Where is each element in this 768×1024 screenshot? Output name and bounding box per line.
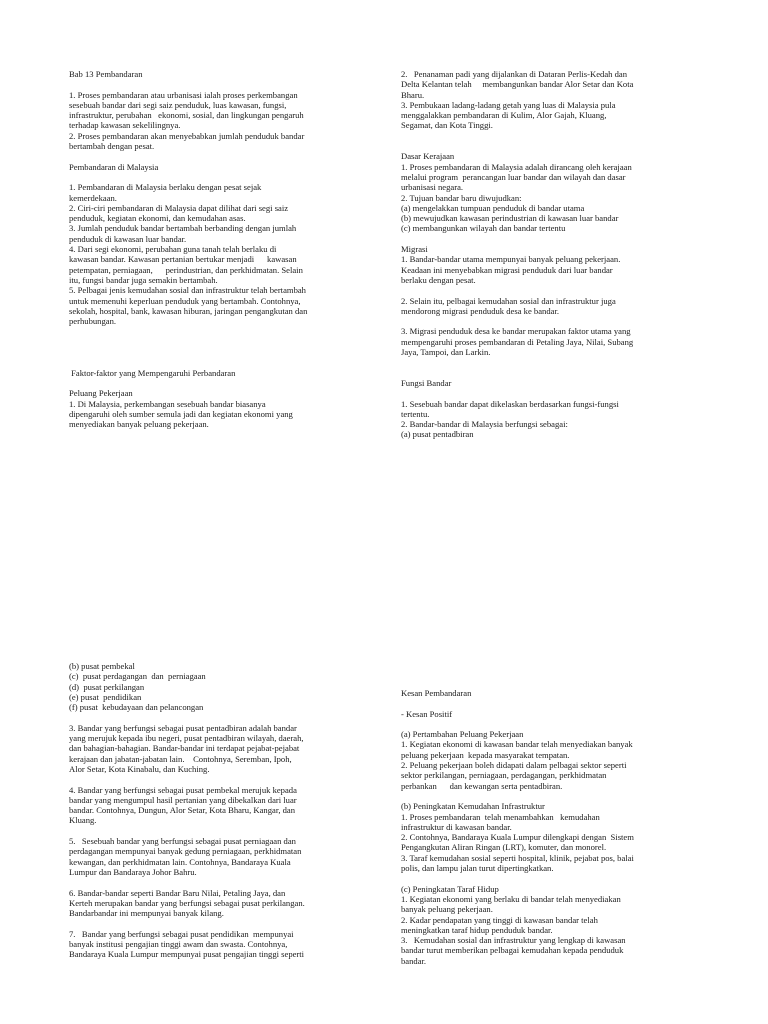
list-item: (d) pusat perkilangan bbox=[69, 681, 145, 692]
text-line: Jaya, Tampoi, dan Larkin. bbox=[401, 347, 491, 358]
text-line: 2. Selain itu, pelbagai kemudahan sosial dan infrastruktur juga bbox=[401, 295, 616, 306]
chapter-title: Bab 13 Pembandaran bbox=[69, 69, 143, 79]
text-line: 1. Pembandaran di Malaysia berlaku dengan pesat sejak bbox=[69, 182, 262, 193]
text-line: sektor perkilangan, perniagaan, perdagangan, perkhidmatan bbox=[401, 770, 607, 781]
text-line: kawasan bandar. Kawasan pertanian bertukar menjadi kawasan bbox=[69, 254, 297, 265]
text-line: menyediakan banyak peluang pekerjaan. bbox=[69, 419, 209, 430]
subsection-heading: (b) Peningkatan Kemudahan Infrastruktur bbox=[401, 801, 545, 812]
text-line: 3. Jumlah penduduk bandar bertambah berbanding dengan jumlah bbox=[69, 223, 297, 234]
text-line: sekolah, hospital, bank, kawasan hiburan, jaringan pengangkutan dan bbox=[69, 305, 308, 316]
text-line: bandar yang mengumpul hasil pertanian yang dibekalkan dari luar bbox=[69, 794, 297, 805]
text-line: 3. Pembukaan ladang-ladang getah yang luas di Malaysia pula bbox=[401, 99, 616, 110]
text-line: Keadaan ini menyebabkan migrasi penduduk dari luar bandar bbox=[401, 264, 613, 275]
text-line: berlaku dengan pesat. bbox=[401, 274, 476, 285]
text-line: 2. Proses pembandaran akan menyebabkan jumlah penduduk bandar bbox=[69, 130, 305, 141]
text-line: penduduk di kawasan luar bandar. bbox=[69, 233, 187, 244]
text-line: itu, fungsi bandar juga semakin bertambah. bbox=[69, 274, 218, 285]
column-top-right bbox=[401, 69, 701, 440]
section-heading: Migrasi bbox=[401, 244, 428, 255]
text-line: 1. Kegiatan ekonomi yang berlaku di bandar telah menyediakan bbox=[401, 893, 621, 904]
text-line: 2. Kadar pendapatan yang tinggi di kawasan bandar telah bbox=[401, 914, 598, 925]
text-line: infrastruktur, perubahan ekonomi, sosial, dan lingkungan pengaruh bbox=[69, 110, 304, 121]
list-item: (b) pusat pembekal bbox=[69, 661, 135, 671]
text-line: 1. Di Malaysia, perkembangan sesebuah bandar biasanya bbox=[69, 398, 266, 409]
text-line: Delta Kelantan telah membangunkan bandar Alor Setar dan Kota bbox=[401, 79, 634, 90]
section-heading: Faktor-faktor yang Mempengaruhi Perbandaran bbox=[69, 367, 236, 378]
list-item: (c) pusat perdagangan dan perniagaan bbox=[69, 671, 206, 682]
section-heading: Pembandaran di Malaysia bbox=[69, 161, 159, 172]
text-line: Alor Setar, Kota Kinabalu, dan Kuching. bbox=[69, 763, 210, 774]
text-line: Bandaraya Kuala Lumpur mempunyai pusat pengajian tinggi seperti bbox=[69, 949, 305, 960]
text-line: 3. Taraf kemudahan sosial seperti hospital, klinik, pejabat pos, balai bbox=[401, 852, 634, 863]
text-line: menggalakkan pembandaran di Kulim, Alor Gajah, Kluang, bbox=[401, 110, 607, 121]
text-line: bandar. bbox=[401, 955, 427, 966]
text-line: perhubungan. bbox=[69, 316, 117, 327]
text-line: 2. Tujuan bandar baru diwujudkan: bbox=[401, 192, 522, 203]
text-line: banyak institusi pengajian tinggi awam dan swasta. Contohnya, bbox=[69, 939, 288, 950]
text-line: perbankan dan kewangan serta pentadbiran. bbox=[401, 780, 563, 791]
text-line: dipengaruhi oleh sumber semula jadi dan kegiatan ekonomi yang bbox=[69, 408, 293, 419]
subsection-heading: (c) Peningkatan Taraf Hidup bbox=[401, 883, 499, 894]
subsection-heading: (a) Pertambahan Peluang Pekerjaan bbox=[401, 729, 524, 740]
text-line: (a) pusat pentadbiran bbox=[401, 429, 474, 440]
text-line: 1. Proses pembandaran di Malaysia adalah dirancang oleh kerajaan bbox=[401, 161, 632, 172]
text-line: Pengangkutan Aliran Ringan (LRT), komuter, dan monorel. bbox=[401, 842, 607, 853]
text-line: sesebuah bandar dari segi saiz penduduk, luas kawasan, fungsi, bbox=[69, 99, 287, 110]
text-line: 5. Pelbagai jenis kemudahan sosial dan infrastruktur telah bertambah bbox=[69, 285, 306, 296]
text-line: melalui program perancangan luar bandar dan wilayah dan dasar bbox=[401, 171, 626, 182]
text-line: dan bahagian-bahagian. Bandar-bandar ini terdapat pejabat-pejabat bbox=[69, 743, 300, 754]
text-line: bertambah dengan pesat. bbox=[69, 141, 155, 152]
text-line: 1. Sesebuah bandar dapat dikelaskan berdasarkan fungsi-fungsi bbox=[401, 398, 619, 409]
subsection-heading: - Kesan Positif bbox=[401, 708, 453, 719]
text-line: bandar turut memberikan pelbagai kemudahan kepada penduduk bbox=[401, 945, 624, 956]
section-heading: Dasar Kerajaan bbox=[401, 151, 455, 162]
text-line: (b) mewujudkan kawasan perindustrian di kawasan luar bandar bbox=[401, 213, 619, 224]
text-line: Lumpur dan Bandaraya Johor Bahru. bbox=[69, 866, 197, 877]
text-line: 2. Bandar-bandar di Malaysia berfungsi sebagai: bbox=[401, 419, 568, 430]
text-line: (a) mengelakkan tumpuan penduduk di bandar utama bbox=[401, 202, 585, 213]
text-line: 4. Bandar yang berfungsi sebagai pusat pembekal merujuk kepada bbox=[69, 784, 297, 795]
text-line: 3. Kemudahan sosial dan infrastruktur yang lengkap di kawasan bbox=[401, 935, 626, 946]
text-line: meningkatkan taraf hidup penduduk bandar. bbox=[401, 924, 553, 935]
text-line: Kerteh merupakan bandar yang berfungsi sebagai pusat perkilangan. bbox=[69, 897, 305, 908]
text-line: urbanisasi negara. bbox=[401, 182, 464, 193]
text-line: infrastruktur di kawasan bandar. bbox=[401, 821, 512, 832]
text-line: 3. Migrasi penduduk desa ke bandar merupakan faktor utama yang bbox=[401, 326, 631, 337]
text-line: 1. Bandar-bandar utama mempunyai banyak peluang pekerjaan. bbox=[401, 254, 621, 265]
text-line: peluang pekerjaan kepada masyarakat tempatan. bbox=[401, 749, 570, 760]
text-line: petempatan, perniagaan, perindustrian, dan perkhidmatan. Selain bbox=[69, 264, 303, 275]
column-bottom-right bbox=[401, 688, 701, 966]
text-line: 1. Kegiatan ekonomi di kawasan bandar telah menyediakan banyak bbox=[401, 739, 633, 750]
list-item: (f) pusat kebudayaan dan pelancongan bbox=[69, 702, 204, 713]
text-line: bandar. Contohnya, Dungun, Alor Setar, Kota Bharu, Kangar, dan bbox=[69, 805, 296, 816]
text-line: 1. Proses pembandaran telah menambahkan kemudahan bbox=[401, 811, 600, 822]
text-line: 1. Proses pembandaran atau urbanisasi ialah proses perkembangan bbox=[69, 89, 298, 100]
text-line: terhadap kawasan sekelilingnya. bbox=[69, 120, 181, 131]
text-line: untuk memenuhi keperluan penduduk yang bertambah. Contohnya, bbox=[69, 295, 301, 306]
section-heading: Kesan Pembandaran bbox=[401, 688, 472, 698]
column-top-left bbox=[69, 69, 369, 429]
text-line: 2. Contohnya, Bandaraya Kuala Lumpur dilengkapi dengan Sistem bbox=[401, 832, 634, 843]
text-line: 2. Ciri-ciri pembandaran di Malaysia dapat dilihat dari segi saiz bbox=[69, 202, 289, 213]
text-line: yang merujuk kepada ibu negeri, pusat pentadbiran wilayah, daerah, bbox=[69, 733, 304, 744]
text-line: kewangan, dan perkhidmatan lain. Contohnya, Bandaraya Kuala bbox=[69, 856, 291, 867]
text-line: Segamat, dan Kota Tinggi. bbox=[401, 120, 493, 131]
text-line: kerajaan dan jabatan-jabatan lain. Contohnya, Seremban, Ipoh, bbox=[69, 753, 292, 764]
text-line: Bandarbandar ini mempunyai banyak kilang. bbox=[69, 908, 224, 919]
text-line: banyak peluang pekerjaan. bbox=[401, 904, 493, 915]
text-line: mempengaruhi proses pembandaran di Petaling Jaya, Nilai, Subang bbox=[401, 336, 634, 347]
text-line: polis, dan lampu jalan turut dipertingkatkan. bbox=[401, 863, 554, 874]
list-item: (e) pusat pendidikan bbox=[69, 691, 142, 702]
text-line: Kluang. bbox=[69, 815, 97, 826]
column-bottom-left bbox=[69, 661, 369, 960]
text-line: kemerdekaan. bbox=[69, 192, 117, 203]
subsection-heading: Peluang Pekerjaan bbox=[69, 388, 133, 399]
text-line: (c) membangunkan wilayah dan bandar tertentu bbox=[401, 223, 566, 234]
section-heading: Fungsi Bandar bbox=[401, 377, 452, 388]
text-line: mendorong migrasi penduduk desa ke bandar. bbox=[401, 305, 559, 316]
text-line: 5. Sesebuah bandar yang berfungsi sebagai pusat perniagaan dan bbox=[69, 836, 296, 847]
text-line: tertentu. bbox=[401, 408, 430, 419]
text-line: 6. Bandar-bandar seperti Bandar Baru Nilai, Petaling Jaya, dan bbox=[69, 887, 286, 898]
text-line: Bharu. bbox=[401, 89, 425, 100]
text-line: penduduk, kegiatan ekonomi, dan kemudahan asas. bbox=[69, 213, 246, 224]
text-line: 7. Bandar yang berfungsi sebagai pusat pendidikan mempunyai bbox=[69, 928, 294, 939]
text-line: 2. Peluang pekerjaan boleh didapati dalam pelbagai sektor seperti bbox=[401, 760, 627, 771]
text-line: 2. Penanaman padi yang dijalankan di Dataran Perlis-Kedah dan bbox=[401, 69, 627, 79]
text-line: perdagangan mempunyai banyak gedung perniagaan, perkhidmatan bbox=[69, 846, 302, 857]
text-line: 3. Bandar yang berfungsi sebagai pusat pentadbiran adalah bandar bbox=[69, 722, 297, 733]
text-line: 4. Dari segi ekonomi, perubahan guna tanah telah berlaku di bbox=[69, 244, 277, 255]
